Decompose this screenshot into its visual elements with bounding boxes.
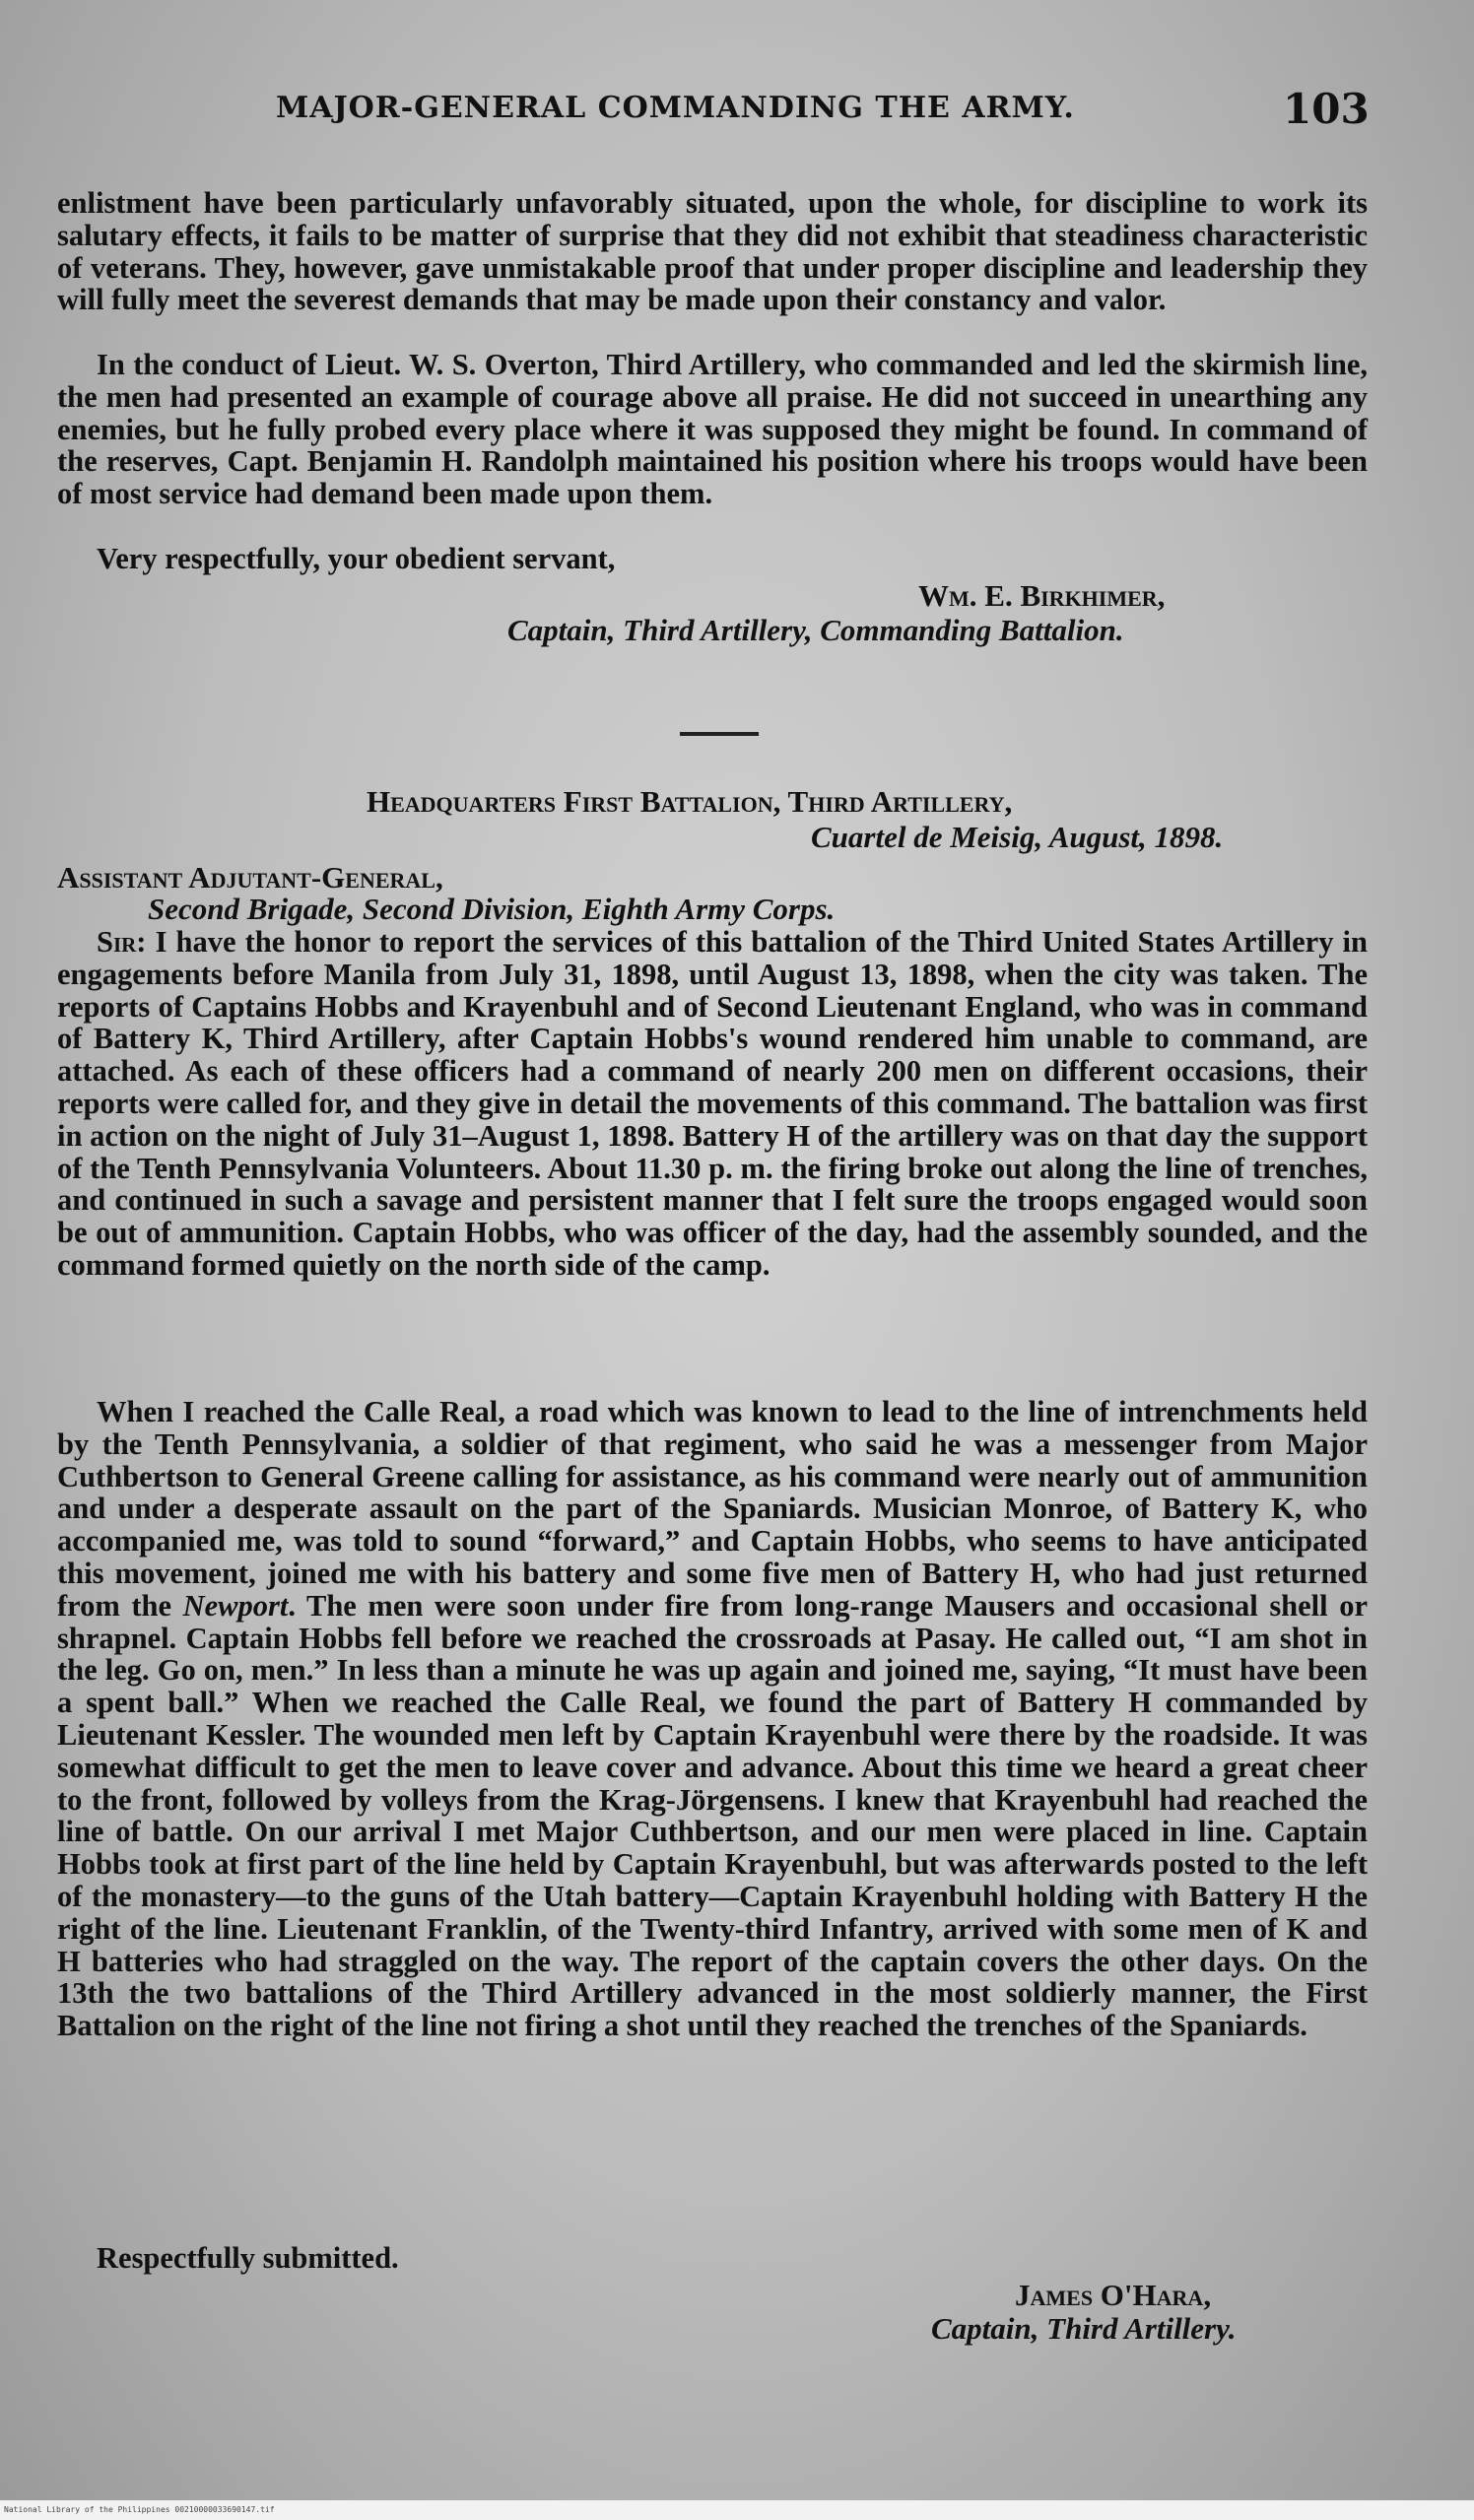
salutation: Sir: [97, 925, 147, 959]
letter2-addressee: Assistant Adjutant-General, [57, 860, 443, 895]
letter2-paragraph-1 [57, 926, 1368, 1282]
page-number: 103 [1283, 85, 1370, 133]
letter2-signature: James O'Hara, [1015, 2278, 1212, 2312]
letter2-paragraph-2-part-a: When I reached the Calle Real, a road which was known to lead to the line of intrenchments held by the Tenth Pennsylvania, a soldier of that regiment, who said he was a messenger from Major Cuthbertson to General Greene calling for assistance, as his command were nearly out of ammunition and under a desperate assault on the part of the Spaniards. Musician Monroe, of Battery K, who accompanied me, was told to sound “forward,” and Captain Hobbs, who seems to have anticipated this movement, joined me with his battery and some five men of Battery H, who had just returned from the [57, 1395, 1368, 1623]
letter2-heading: Headquarters First Battalion, Third Artillery, [367, 784, 1013, 819]
letter1-signature-title: Captain, Third Artillery, Commanding Battalion. [507, 613, 1124, 647]
letter1-closing: Very respectfully, your obedient servant, [97, 542, 616, 575]
letter1-paragraph-1: enlistment have been particularly unfavorably situated, upon the whole, for discipline to work its salutary effects, it fails to be matter of surprise that they did not exhibit that steadiness characteristic of veterans. They, however, gave unmistakable proof that under proper discipline and leadership they will fully meet the severest demands that may be made upon their constancy and valor. [57, 186, 1368, 317]
scan-footer: National Library of the Philippines 00210000033690147.tif [0, 2500, 1474, 2520]
letter2-addressee-unit: Second Brigade, Second Division, Eighth Army Corps. [148, 892, 836, 926]
ship-name: Newport [182, 1588, 289, 1623]
letter2-paragraph-2-part-b: . The men were soon under fire from long-range Mausers and occasional shell or shrapnel. Captain Hobbs fell before we reached the crossroads at Pasay. He called out, “I am shot in the leg. Go on, men.” In less than a minute he was up again and joined me, saying, “It must have been a spent ball.” When we reached the Calle Real, we found the part of Battery H commanded by Lieutenant Kessler. The wounded men left by Captain Krayenbuhl were there by the roadside. It was somewhat difficult to get the men to leave cover and advance. About this time we heard a great cheer to the front, followed by volleys from the Krag-Jörgensens. I knew that Krayenbuhl had reached the line of battle. On our arrival I met Major Cuthbertson, and our men were placed in line. Captain Hobbs took at first part of the line held by Captain Krayenbuhl, but was afterwards posted to the left of the monastery—to the guns of the Utah battery—Captain Krayenbuhl holding with Battery H the right of the line. Lieutenant Franklin, of the Twenty-third Infantry, arrived with some men of K and H batteries who had straggled on the way. The report of the captain covers the other days. On the 13th the two battalions of the Third Artillery advanced in the most soldierly manner, the First Battalion on the right of the line not firing a shot until they reached the trenches of the Spaniards. [57, 1588, 1368, 2043]
letter2-paragraph-1-text: I have the honor to report the services of this battalion of the Third United States Artillery in engagements before Manila from July 31, 1898, until August 13, 1898, when the city was taken. The reports of Captains Hobbs and Krayenbuhl and of Second Lieutenant England, who was in command of Battery K, Third Artillery, after Captain Hobbs's wound rendered him unable to command, are attached. As each of these officers had a command of nearly 200 men on different occasions, their reports were called for, and they give in detail the movements of this command. The battalion was first in action on the night of July 31–August 1, 1898. Battery H of the artillery was on that day the support of the Tenth Pennsylvania Volunteers. About 11.30 p. m. the firing broke out along the line of trenches, and continued in such a savage and persistent manner that I felt sure the troops engaged would soon be out of ammunition. Captain Hobbs, who was officer of the day, had the assembly sounded, and the command formed quietly on the north side of the camp. [57, 925, 1368, 1282]
letter2-location-date: Cuartel de Meisig, August, 1898. [811, 820, 1224, 854]
letter2-closing: Respectfully submitted. [97, 2241, 399, 2275]
letter2-paragraph-2 [57, 1396, 1368, 2042]
running-header: MAJOR-GENERAL COMMANDING THE ARMY. [276, 91, 1075, 125]
letter1-paragraph-2: In the conduct of Lieut. W. S. Overton, Third Artillery, who commanded and led the skirmish line, the men had presented an example of courage above all praise. He did not succeed in unearthing any enemies, but he fully probed every place where it was supposed they might be found. In command of the reserves, Capt. Benjamin H. Randolph maintained his position where his troops would have been of most service had demand been made upon them. [57, 348, 1368, 511]
letter1-signature: Wm. E. Birkhimer, [918, 578, 1166, 613]
letter2-signature-title: Captain, Third Artillery. [931, 2311, 1237, 2346]
section-divider [680, 732, 759, 736]
